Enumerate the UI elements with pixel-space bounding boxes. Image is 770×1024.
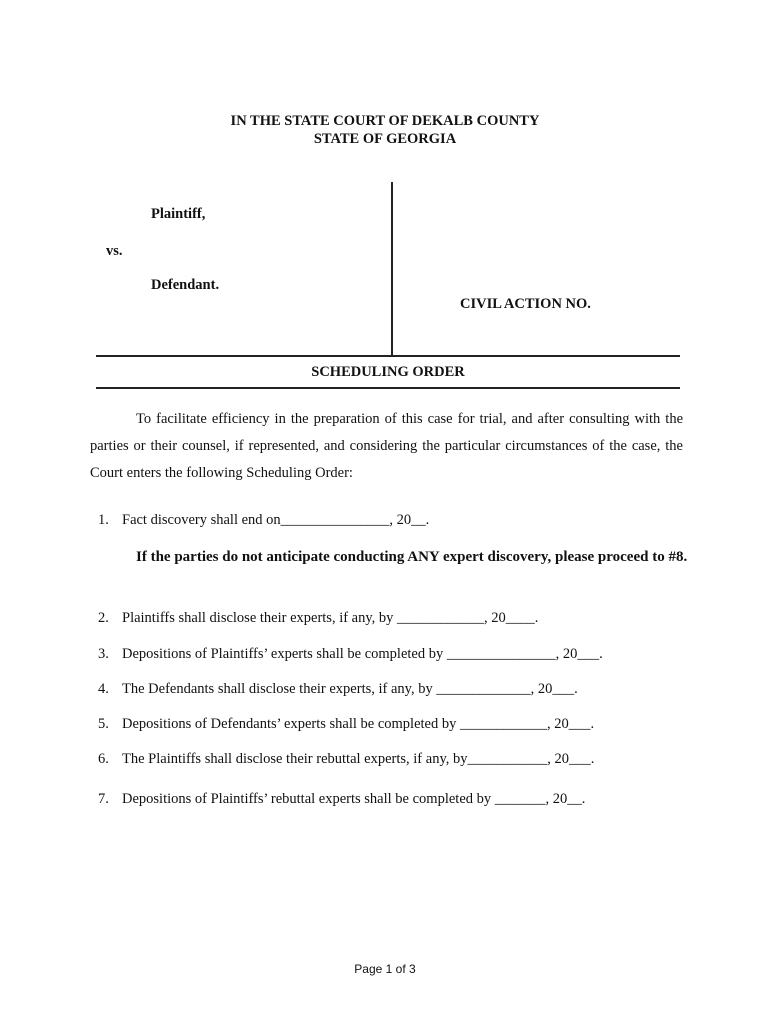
list-item bbox=[98, 716, 594, 733]
title-rule-top bbox=[96, 355, 680, 357]
item-number: 7. bbox=[98, 791, 109, 807]
list-item bbox=[98, 681, 578, 698]
item-number: 3. bbox=[98, 646, 109, 662]
item-text: Fact discovery shall end on_______________, 20__. bbox=[122, 512, 430, 528]
title-rule-bottom bbox=[96, 387, 680, 389]
court-header bbox=[0, 112, 770, 148]
expert-discovery-note: If the parties do not anticipate conducting ANY expert discovery, please proceed to #8. bbox=[136, 549, 688, 565]
plaintiff-label: Plaintiff, bbox=[151, 206, 206, 222]
item-number: 6. bbox=[98, 751, 109, 767]
state-name: STATE OF GEORGIA bbox=[313, 131, 457, 147]
caption-divider bbox=[391, 182, 393, 355]
item-number: 5. bbox=[98, 716, 109, 732]
list-item bbox=[98, 512, 429, 529]
page-number: Page 1 of 3 bbox=[354, 962, 416, 976]
intro-paragraph bbox=[90, 406, 683, 487]
item-text: Plaintiffs shall disclose their experts, if any, by ____________, 20____. bbox=[122, 610, 539, 626]
list-item bbox=[98, 646, 603, 663]
item-text: The Plaintiffs shall disclose their rebuttal experts, if any, by___________, 20___. bbox=[122, 751, 595, 767]
list-item bbox=[98, 791, 585, 808]
item-text: Depositions of Defendants’ experts shall be completed by ____________, 20___. bbox=[122, 716, 595, 732]
item-text: Depositions of Plaintiffs’ rebuttal experts shall be completed by _______, 20__. bbox=[122, 791, 586, 807]
defendant-label: Defendant. bbox=[151, 277, 220, 293]
list-item bbox=[98, 751, 594, 768]
item-number: 2. bbox=[98, 610, 109, 626]
civil-action-label: CIVIL ACTION NO. bbox=[460, 296, 591, 312]
versus-label: vs. bbox=[106, 243, 123, 259]
court-name: IN THE STATE COURT OF DEKALB COUNTY bbox=[230, 113, 540, 129]
item-number: 1. bbox=[98, 512, 109, 528]
item-text: The Defendants shall disclose their experts, if any, by _____________, 20___. bbox=[122, 681, 578, 697]
item-number: 4. bbox=[98, 681, 109, 697]
intro-text: To facilitate efficiency in the preparation of this case for trial, and after consulting with the parties or their counsel, if represented, and considering the particular circumstances of the case, the Court enters the following Scheduling Order: bbox=[90, 411, 683, 481]
document-title: SCHEDULING ORDER bbox=[311, 364, 465, 380]
item-text: Depositions of Plaintiffs’ experts shall be completed by _______________, 20___. bbox=[122, 646, 603, 662]
list-item bbox=[98, 610, 538, 627]
